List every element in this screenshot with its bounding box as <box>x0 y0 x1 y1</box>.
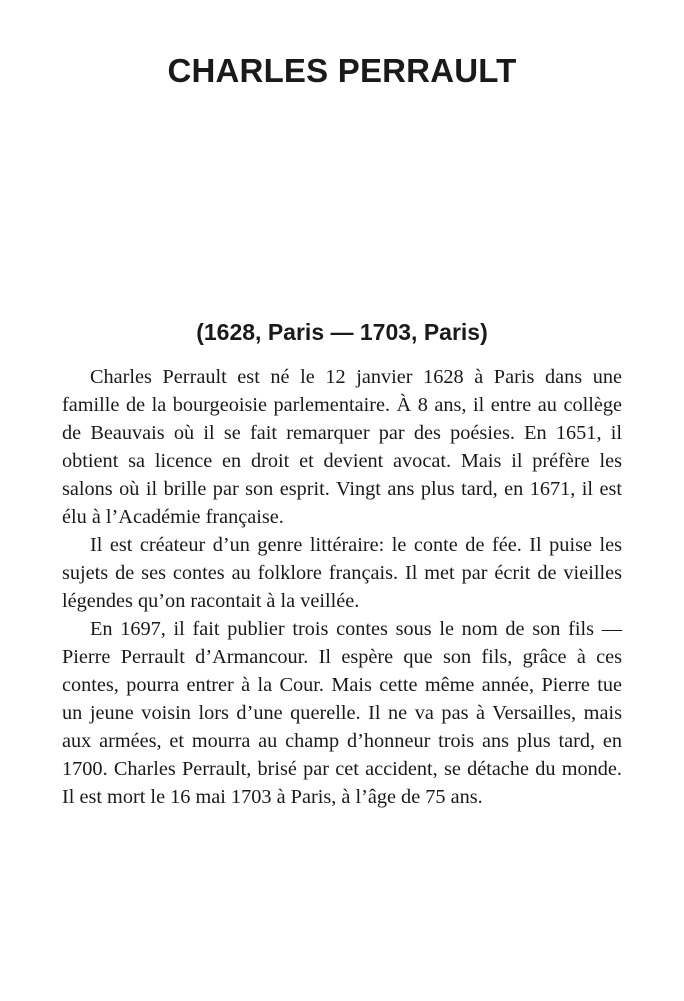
page-title: CHARLES PERRAULT <box>167 52 517 89</box>
paragraph-1: Charles Perrault est né le 12 janvier 1628 à Paris dans une famille de la bourgeoisie parlementaire. À 8 ans, il entre au collège de Beauvais où il se fait remarquer par des poésies. En 1651, il obtient sa licence en droit et devient avocat. Mais il préfère les salons où il brille par son esprit. Vingt ans plus tard, en 1671, il est élu à l’Académie française. <box>62 366 622 528</box>
page-subtitle: (1628, Paris — 1703, Paris) <box>196 319 488 345</box>
paragraph-3: En 1697, il fait publier trois contes sous le nom de son fils — Pierre Perrault d’Armancour. Il espère que son fils, grâce à ces contes, pourra entrer à la Cour. Mais cette même année, Pierre tue un jeune voisin lors d’une querelle. Il ne va pas à Versailles, mais aux armées, et mourra au champ d’honneur trois ans plus tard, en 1700. Charles Perrault, brisé par cet accident, se détache du monde. Il est mort le 16 mai 1703 à Paris, à l’âge de 75 ans. <box>62 618 622 808</box>
paragraph-2: Il est créateur d’un genre littéraire: le conte de fée. Il puise les sujets de ses contes au folklore français. Il met par écrit de vieilles légendes qu’on racontait à la veillée. <box>62 534 622 612</box>
body-text <box>62 363 622 811</box>
